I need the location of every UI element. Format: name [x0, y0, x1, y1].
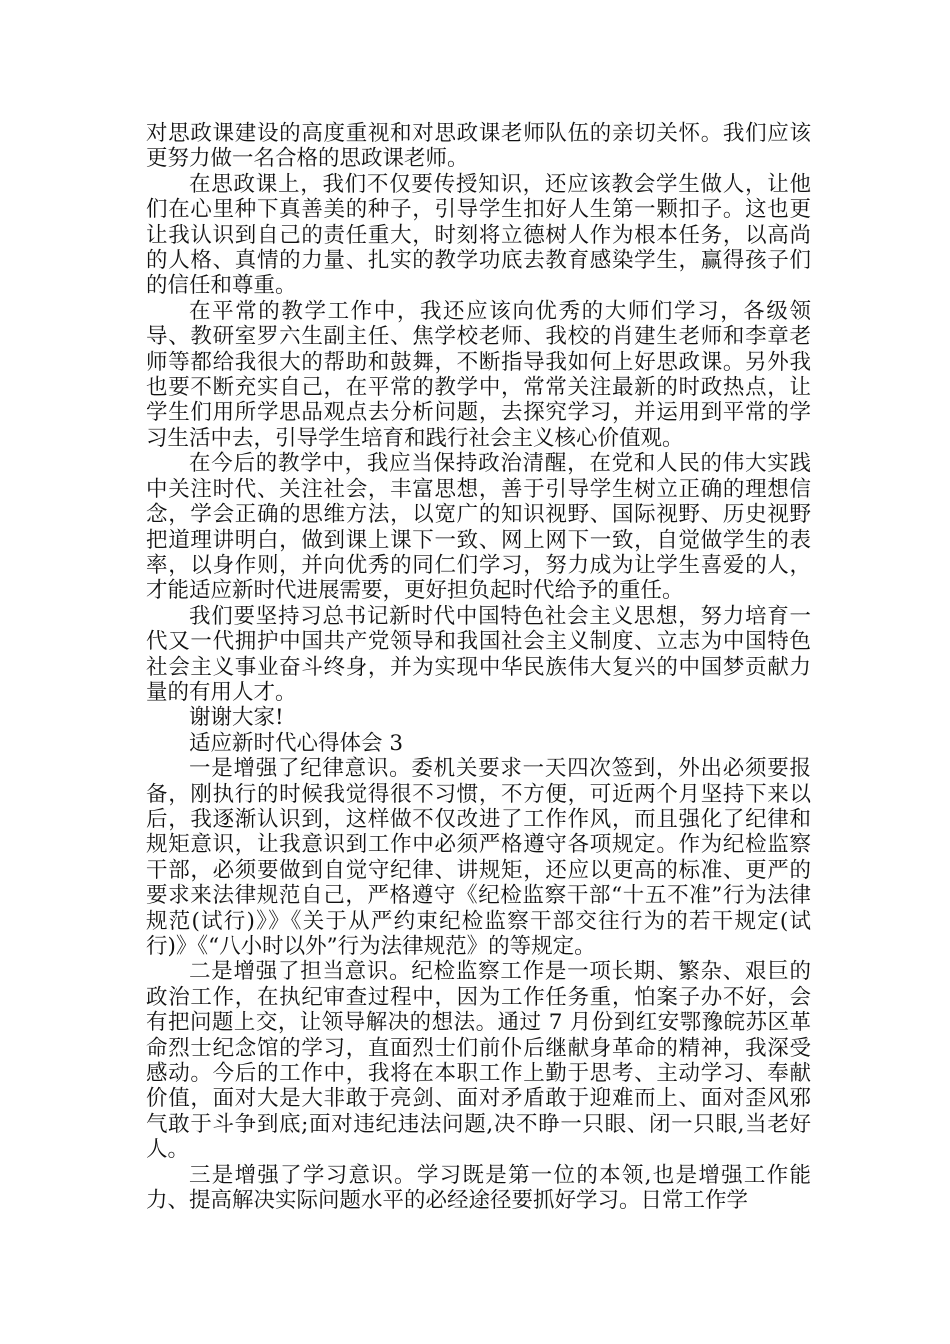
document-body	[146, 121, 811, 1213]
paragraph: 一是增强了纪律意识。委机关要求一天四次签到，外出必须要报备，刚执行的时候我觉得很不习惯，不方便，可近两个月坚持下来以后，我逐渐认识到，这样做不仅改进了工作作风，而且强化了纪律和规矩意识，让我意识到工作中必须严格遵守各项规定。作为纪检监察干部，必须要做到自觉守纪律、讲规矩，还应以更高的标准、更严的要求来法律规范自己，严格遵守《纪检监察干部“十五不准”行为法律规范(试行)》》《关于从严约束纪检监察干部交往行为的若干规定(试行)》《“八小时以外”行为法律规范》的等规定。	[146, 756, 811, 959]
paragraph: 对思政课建设的高度重视和对思政课老师队伍的亲切关怀。我们应该更努力做一名合格的思政课老师。	[146, 121, 811, 172]
paragraph: 三是增强了学习意识。学习既是第一位的本领,也是增强工作能力、提高解决实际问题水平的必经途径要抓好学习。日常工作学	[146, 1162, 811, 1214]
section-heading: 适应新时代心得体会 3	[189, 730, 404, 756]
paragraph: 二是增强了担当意识。纪检监察工作是一项长期、繁杂、艰巨的政治工作，在执纪审查过程中，因为工作任务重，怕案子办不好，会有把问题上交，让领导解决的想法。通过 7 月份到红安鄂豫皖苏区革命烈士纪念馆的学习，直面烈士们前仆后继献身革命的精神，我深受感动。今后的工作中，我将在本职工作上勤于思考、主动学习、奉献价值，面对大是大非敢于亮剑、面对矛盾敢于迎难而上、面对歪风邪气敢于斗争到底;面对违纪违法问题,决不睁一只眼、闭一只眼,当老好人。	[146, 959, 811, 1163]
paragraph: 在今后的教学中，我应当保持政治清醒，在党和人民的伟大实践中关注时代、关注社会，丰富思想，善于引导学生树立正确的理想信念，学会正确的思维方法，以宽广的知识视野、国际视野、历史视野把道理讲明白，做到课上课下一致、网上网下一致，自觉做学生的表率，以身作则，并向优秀的同仁们学习，努力成为让学生喜爱的人，才能适应新时代进展需要，更好担负起时代给予的重任。	[146, 451, 811, 604]
paragraph: 在平常的教学工作中，我还应该向优秀的大师们学习，各级领导、教研室罗六生副主任、焦学校老师、我校的肖建生老师和李章老师等都给我很大的帮助和鼓舞，不断指导我如何上好思政课。另外我也要不断充实自己，在平常的教学中，常常关注最新的时政热点，让学生们用所学思品观点去分析问题，去探究学习，并运用到平常的学习生活中去，引导学生培育和践行社会主义核心价值观。	[146, 298, 811, 451]
paragraph: 在思政课上，我们不仅要传授知识，还应该教会学生做人，让他们在心里种下真善美的种子，引导学生扣好人生第一颗扣子。这也更让我认识到自己的责任重大，时刻将立德树人作为根本任务，以高尚的人格、真情的力量、扎实的教学功底去教育感染学生，赢得孩子们的信任和尊重。	[146, 171, 811, 299]
closing-line: 谢谢大家!	[189, 705, 284, 731]
paragraph: 我们要坚持习总书记新时代中国特色社会主义思想，努力培育一代又一代拥护中国共产党领导和我国社会主义制度、立志为中国特色社会主义事业奋斗终身，并为实现中华民族伟大复兴的中国梦贡献力量的有用人才。	[146, 603, 811, 705]
